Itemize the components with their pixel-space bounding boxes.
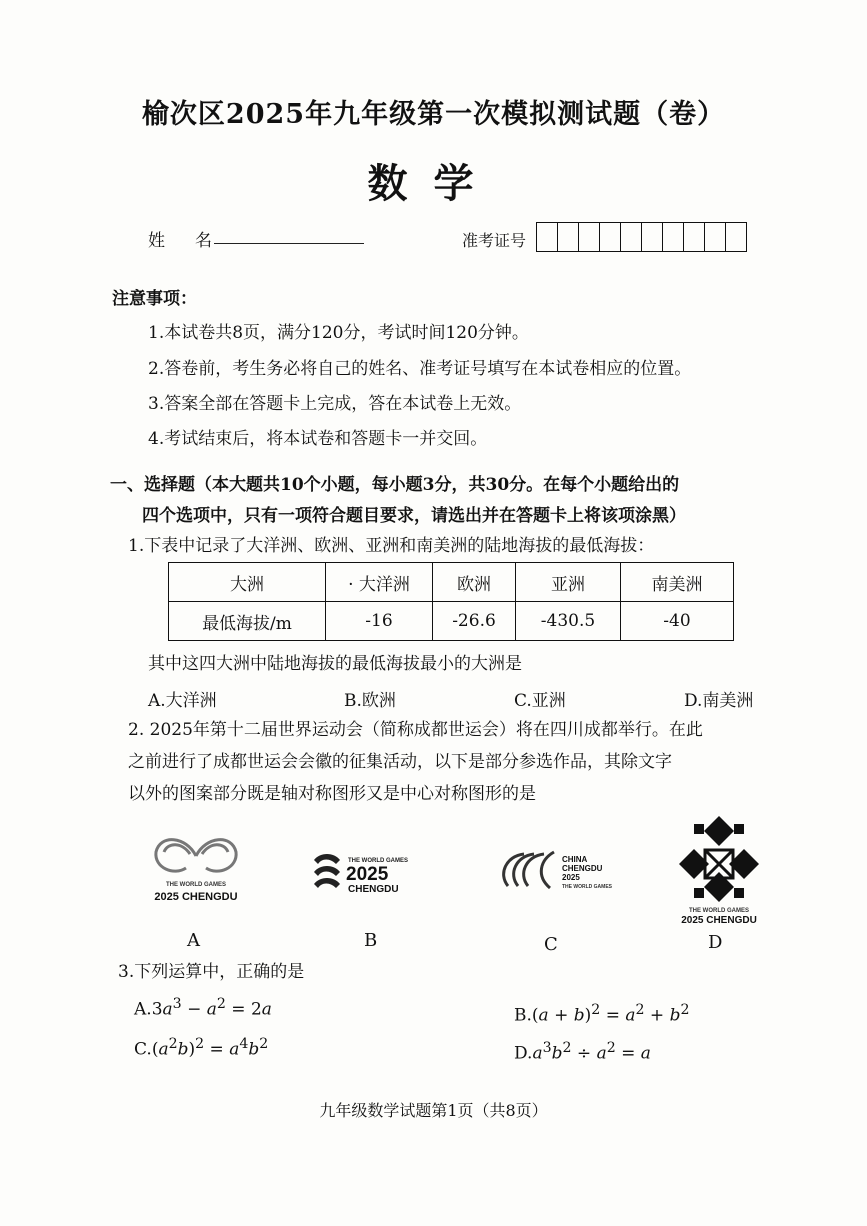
notice-item: 1.本试卷共8页，满分120分，考试时间120分钟。 [148,323,529,343]
table-cell: -16 [326,602,433,641]
notice-item: 4.考试结束后，将本试卷和答题卡一并交回。 [148,429,488,449]
exam-id-box[interactable] [600,223,621,251]
q3-option-d-label: D. [514,1043,533,1064]
exam-id-box[interactable] [621,223,642,251]
table-header-cell: 欧洲 [433,563,516,602]
section-heading-line2: 四个选项中，只有一项符合题目要求，请选出并在答题卡上将该项涂黑） [142,506,686,526]
q1-question: 其中这四大洲中陆地海拔的最低海拔最小的大洲是 [148,654,522,674]
q3-stem: 3.下列运算中，正确的是 [118,962,305,982]
exam-id-box[interactable] [726,223,746,251]
q1-option-a: A.大洋洲 [148,691,217,711]
exam-id-box[interactable] [579,223,600,251]
logo-d-line1: THE WORLD GAMES [689,908,749,914]
logo-a-line1: THE WORLD GAMES [166,882,226,888]
exam-id-box[interactable] [558,223,579,251]
section-heading [110,470,770,532]
name-label [148,226,212,251]
exam-id-boxes[interactable] [536,222,747,252]
q3-option-d: $D.a^3b^2 \div a^2 = a$ [514,1040,651,1064]
q3-option-c: $C.(a^2b)^2 = a^4b^2$ [134,1036,269,1060]
logo-d-image [674,814,764,926]
name-label-b: 名 [195,231,212,251]
table-header-cell: 亚洲 [516,563,621,602]
q3-option-c-label: C. [134,1039,152,1060]
logo-a-line2: 2025 CHENGDU [154,891,238,903]
logo-c-line4: THE WORLD GAMES [562,884,612,890]
logo-b-line1: THE WORLD GAMES [348,858,408,864]
q1-option-c: C.亚洲 [514,691,566,711]
table-cell: -40 [621,602,734,641]
table-row [169,563,734,602]
name-label-a: 姓 [148,231,165,251]
logo-label-a: A [187,930,200,951]
q1-stem: 1.下表中记录了大洋洲、欧洲、亚洲和南美洲的陆地海拔的最低海拔： [128,536,655,556]
q1-table [168,562,734,641]
logo-b-line3: CHENGDU [348,884,399,895]
q3-option-b: $B.(a + b)^2 = a^2 + b^2$ [514,1002,690,1026]
q1-option-d: D.南美洲 [684,691,754,711]
q3-option-a-label: A. [134,999,152,1020]
logo-a-image [146,826,246,906]
page-footer: 九年级数学试题第1页（共8页） [319,1101,548,1120]
logo-b-image [310,848,430,898]
exam-id-box[interactable] [684,223,705,251]
exam-title: 榆次区2025年九年级第一次模拟测试题（卷） [141,99,726,130]
logo-c-image [494,846,614,896]
logo-c-line3: 2025 [562,873,580,882]
logo-label-c: C [544,934,558,955]
name-blank-line[interactable] [214,243,364,244]
exam-id-box[interactable] [663,223,684,251]
table-header-cell: · 大洋洲 [326,563,433,602]
exam-id-label: 准考证号 [462,231,527,250]
table-header-cell: 大洲 [169,563,326,602]
notice-heading: 注意事项： [112,289,197,309]
exam-id-box[interactable] [537,223,558,251]
q2-line: 2. 2025年第十二届世界运动会（简称成都世运会）将在四川成都举行。在此 [128,720,703,740]
logo-c-line2: CHENGDU [562,864,603,873]
q3-option-b-label: B. [514,1005,532,1026]
table-cell: -430.5 [516,602,621,641]
table-cell: -26.6 [433,602,516,641]
notice-item: 3.答案全部在答题卡上完成，答在本试卷上无效。 [148,394,522,414]
table-header-cell: 南美洲 [621,563,734,602]
q1-option-b: B.欧洲 [344,691,396,711]
table-cell: 最低海拔/m [169,602,326,641]
q3-option-a: $A.3a^3 - a^2 = 2a$ [134,996,272,1020]
section-heading-line1: 一、选择题（本大题共10个小题，每小题3分，共30分。在每个小题给出的 [110,475,680,495]
logo-label-b: B [364,930,378,951]
logo-b-line2: 2025 [346,864,389,885]
table-row [169,602,734,641]
exam-id-box[interactable] [642,223,663,251]
q2-line: 以外的图案部分既是轴对称图形又是中心对称图形的是 [128,784,536,804]
subject-title: 数学 [367,160,500,207]
logo-c-line1: CHINA [562,855,588,864]
exam-id-box[interactable] [705,223,726,251]
logo-label-d: D [708,932,723,953]
logo-d-line2: 2025 CHENGDU [681,915,757,926]
notice-item: 2.答卷前，考生务必将自己的姓名、准考证号填写在本试卷相应的位置。 [148,359,692,379]
q2-line: 之前进行了成都世运会会徽的征集活动，以下是部分参选作品，其除文字 [128,752,672,772]
